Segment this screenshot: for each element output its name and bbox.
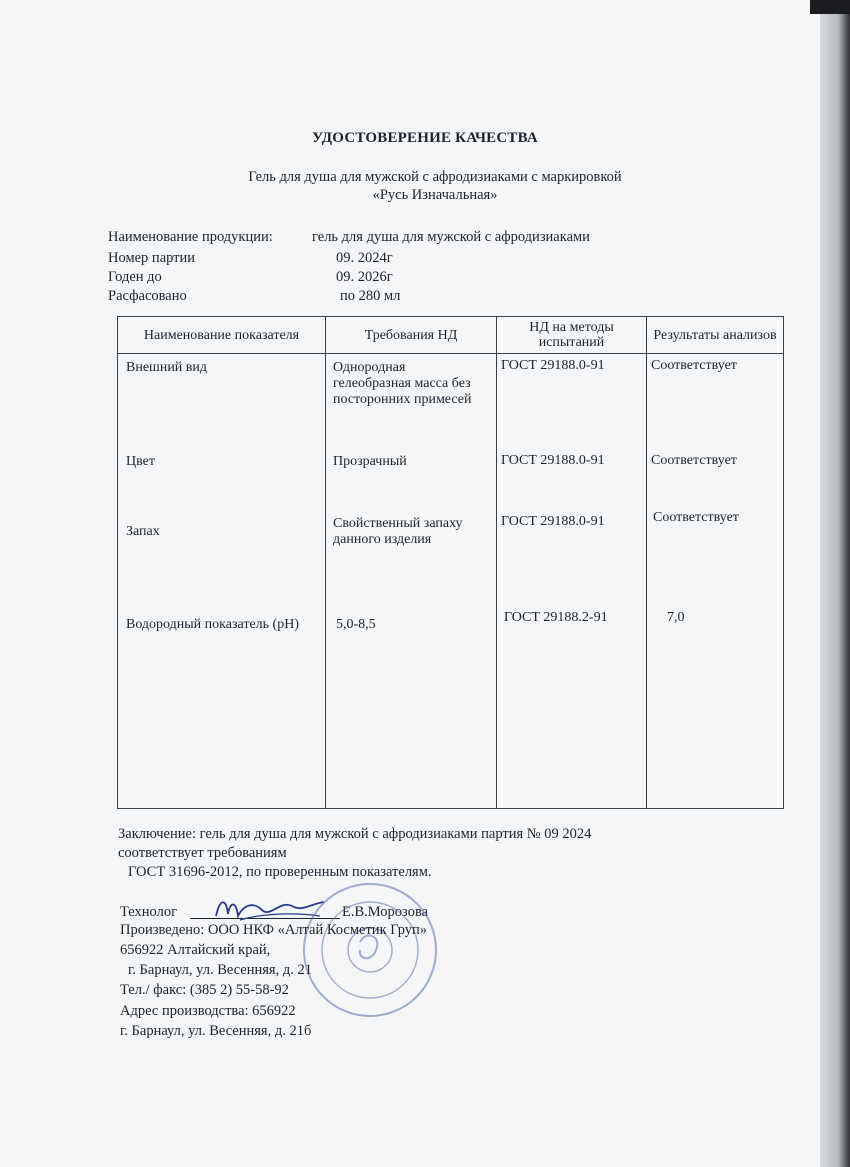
- technologist-name: Е.В.Морозова: [342, 904, 429, 920]
- header-method: НД на методы испытаний: [497, 317, 647, 354]
- row-smell-name: Запах: [126, 524, 160, 539]
- row-color-requirement: Прозрачный: [333, 454, 407, 469]
- round-stamp: [300, 880, 440, 1020]
- production-address-line-1: Адрес производства: 656922: [120, 1003, 296, 1019]
- column-method: [497, 354, 647, 809]
- row-ph-result: 7,0: [667, 610, 685, 625]
- conclusion-line-2: соответствует требованиям: [118, 845, 287, 861]
- valid-until-value: 09. 2026г: [336, 269, 393, 285]
- conclusion-line-3: ГОСТ 31696-2012, по проверенным показателям.: [128, 864, 432, 880]
- column-result: [647, 354, 784, 809]
- packed-label: Расфасовано: [108, 288, 187, 304]
- product-subtitle: Гель для душа для мужской с афродизиаками с маркировкой: [248, 169, 622, 185]
- conclusion-line-1: Заключение: гель для душа для мужской с афродизиаками партия № 09 2024: [118, 826, 592, 842]
- header-requirement: Требования НД: [326, 317, 497, 354]
- document-title: УДОСТОВЕРЕНИЕ КАЧЕСТВА: [312, 130, 538, 146]
- product-name-value: гель для душа для мужской с афродизиаками: [312, 229, 590, 245]
- row-ph-method: ГОСТ 29188.2-91: [504, 610, 608, 625]
- batch-label: Номер партии: [108, 250, 196, 266]
- phone-line: Тел./ факс: (385 2) 55-58-92: [120, 982, 289, 998]
- row-smell-method: ГОСТ 29188.0-91: [501, 514, 605, 529]
- table-body-row: [118, 354, 784, 809]
- row-smell-requirement: Свойственный запаху данного изделия: [333, 516, 463, 547]
- production-address-line-2: г. Барнаул, ул. Весенняя, д. 21б: [120, 1023, 312, 1039]
- address-line-2: г. Барнаул, ул. Весенняя, д. 21: [128, 962, 312, 978]
- row-color-name: Цвет: [126, 454, 155, 469]
- brand-subtitle: «Русь Изначальная»: [372, 187, 498, 203]
- valid-until-label: Годен до: [108, 269, 162, 285]
- technologist-label: Технолог: [120, 904, 178, 920]
- column-requirement: [326, 354, 497, 809]
- producer-line: Произведено: ООО НКФ «Алтай Косметик Груп»: [120, 922, 428, 938]
- table-header-row: [118, 317, 784, 354]
- quality-table: [117, 316, 784, 809]
- packed-value: по 280 мл: [340, 288, 401, 304]
- row-color-method: ГОСТ 29188.0-91: [501, 453, 605, 468]
- header-indicator: Наименование показателя: [118, 317, 326, 354]
- column-indicator: [118, 354, 326, 809]
- page-corner: [810, 0, 850, 14]
- product-name-label: Наименование продукции:: [108, 229, 273, 245]
- row-appearance-name: Внешний вид: [126, 360, 208, 375]
- row-ph-requirement: 5,0-8,5: [336, 617, 376, 632]
- row-ph-name: Водородный показатель (pH): [126, 617, 299, 632]
- batch-value: 09. 2024г: [336, 250, 393, 266]
- row-appearance-method: ГОСТ 29188.0-91: [501, 358, 605, 373]
- row-appearance-requirement: Однородная гелеобразная масса без посторонних примесей: [333, 360, 472, 407]
- row-color-result: Соответствует: [651, 453, 737, 468]
- header-result: Результаты анализов: [647, 317, 784, 354]
- address-line-1: 656922 Алтайский край,: [120, 942, 271, 958]
- row-appearance-result: Соответствует: [651, 358, 737, 373]
- row-smell-result: Соответствует: [653, 510, 739, 525]
